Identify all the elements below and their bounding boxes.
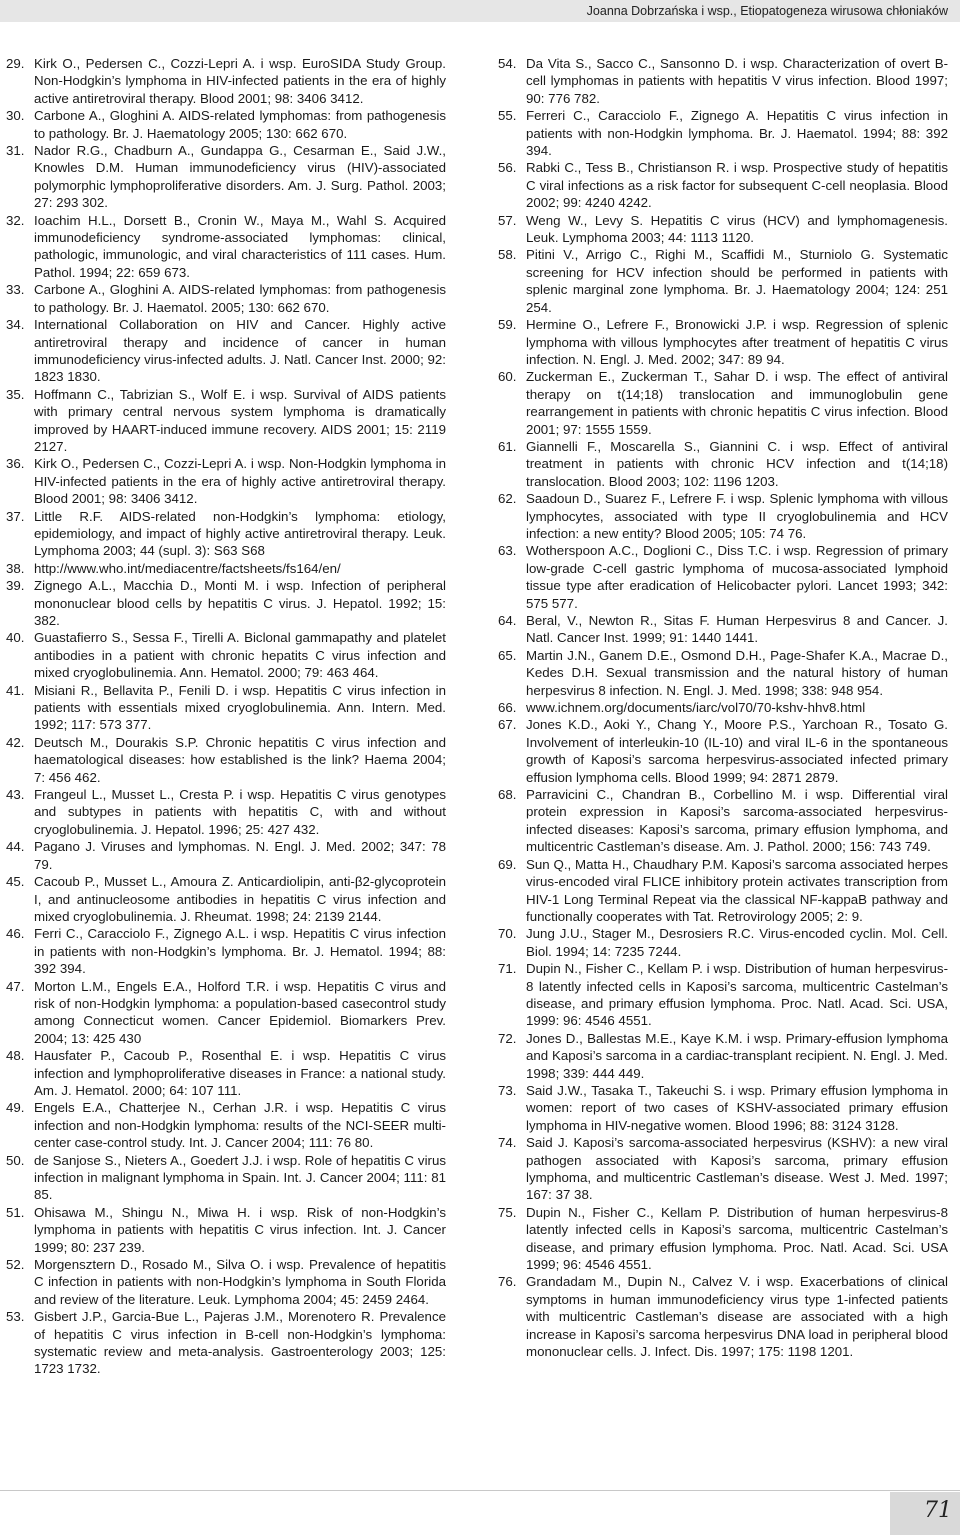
reference-number: 38. <box>6 560 25 576</box>
reference-text: Engels E.A., Chatterjee N., Cerhan J.R. i wsp. Hepatitis C virus infection and non-Hodgkin lymphoma: results of the NCI-SEER multi-center case-control study. Int. J. Cancer 2004; 111: 76 80. <box>34 1100 446 1151</box>
reference-item <box>6 734 446 786</box>
reference-number: 50. <box>6 1152 25 1168</box>
reference-item <box>498 438 948 490</box>
reference-text: Frangeul L., Musset L., Cresta P. i wsp. Hepatitis C virus genotypes and subtypes in patients with hepatitis C, with and without cryoglobulinemia. J. Hepatol. 1996; 25: 427 432. <box>34 787 446 837</box>
reference-text: International Collaboration on HIV and Cancer. Highly active antiretroviral therapy and incidence of cancer in human immunodeficiency virus-infected adults. J. Natl. Cancer Inst. 2000; 92: 1823 1830. <box>34 317 446 385</box>
reference-item <box>6 1047 446 1099</box>
reference-number: 54. <box>498 56 517 71</box>
reference-text: Zignego A.L., Macchia D., Monti M. i wsp. Infection of peripheral mononuclear blood cells by hepatitis C virus. J. Hepatol. 1992; 15: 382. <box>34 578 446 628</box>
reference-text: Zuckerman E., Zuckerman T., Sahar D. i wsp. The effect of antiviral therapy on t(14;18) translocation and immunoglobulin gene rearrangement in patients with chronic hepatitis C virus infection. Blood 2001; 97: 1555 1559. <box>526 369 948 437</box>
reference-text: Beral, V., Newton R., Sitas F. Human Herpesvirus 8 and Cancer. J. Natl. Cancer Inst. 1999; 91: 1440 1441. <box>526 613 948 646</box>
reference-text: Hoffmann C., Tabrizian S., Wolf E. i wsp. Survival of AIDS patients with primary central nervous system lymphoma is dramatically improved by HAART-induced immune recovery. AIDS 2001; 15: 2119 2127. <box>34 386 446 454</box>
reference-number: 49. <box>6 1100 25 1116</box>
reference-item <box>498 212 948 247</box>
reference-item <box>6 455 446 507</box>
reference-number: 75. <box>498 1204 517 1220</box>
reference-text: Jung J.U., Stager M., Desrosiers R.C. Virus-encoded cyclin. Mol. Cell. Biol. 1994; 14: 7235 7244. <box>526 926 948 959</box>
reference-item <box>498 786 948 856</box>
reference-number: 60. <box>498 369 517 385</box>
reference-text: Carbone A., Gloghini A. AIDS-related lymphomas: from pathogenesis to pathology. Br. J. Haematol. 2005; 130: 662 670. <box>34 282 446 315</box>
reference-item <box>6 629 446 681</box>
reference-text: www.ichnem.org/documents/iarc/vol70/70-kshv-hhv8.html <box>526 700 866 716</box>
page-number: 71 <box>924 1498 952 1523</box>
reference-item <box>6 316 446 386</box>
reference-text: Ferreri C., Caracciolo F., Zignego A. Hepatitis C virus infection in patients with non-Hodgkin lymphoma. Br. J. Haematol. 1994; 88: 392 394. <box>526 108 948 159</box>
reference-number: 74. <box>498 1135 517 1151</box>
reference-text: Deutsch M., Dourakis S.P. Chronic hepatitis C virus infection and haematological diseases: how established is the link? Haema 2004; 7: 456 462. <box>34 734 446 785</box>
reference-text: http://www.who.int/mediacentre/factsheets/fs164/en/ <box>34 560 341 576</box>
reference-number: 73. <box>498 1082 517 1098</box>
reference-item <box>6 142 446 212</box>
reference-number: 47. <box>6 978 25 994</box>
reference-item <box>498 699 948 716</box>
reference-number: 31. <box>6 143 25 159</box>
footer-divider <box>0 1490 960 1491</box>
reference-text: Carbone A., Gloghini A. AIDS-related lymphomas: from pathogenesis to pathology. Br. J. Haematology 2005; 130: 662 670. <box>34 108 446 141</box>
reference-text: Sun Q., Matta H., Chaudhary P.M. Kaposi’s sarcoma associated herpes virus-encoded viral FLICE inhibitory protein activates transcription from HIV-1 Long Terminal Repeat via the classical NF-kappaB pathway and functionally cooperates with Tat. Retrovirology 2005; 2: 9. <box>526 856 948 924</box>
reference-item <box>498 856 948 926</box>
reference-number: 66. <box>498 700 517 716</box>
reference-item <box>6 560 446 577</box>
reference-number: 69. <box>498 856 517 872</box>
reference-item <box>498 647 948 699</box>
reference-text: de Sanjose S., Nieters A., Goedert J.J. i wsp. Role of hepatitis C virus infection in malignant lymphoma in Spain. Int. J. Cancer 2004; 111: 81 85. <box>34 1152 446 1203</box>
reference-number: 67. <box>498 717 517 733</box>
reference-item <box>6 838 446 873</box>
reference-text: Wotherspoon A.C., Doglioni C., Diss T.C. i wsp. Regression of primary low-grade C-cell gastric lymphoma of mucosa-associated lymphoid tissue type after eradication of Helicobacter pylori. Lancet 1993; 342: 575 577. <box>526 543 948 611</box>
reference-number: 57. <box>498 212 517 228</box>
reference-item <box>498 716 948 786</box>
reference-item <box>498 925 948 960</box>
reference-list-right-column <box>498 55 948 1360</box>
reference-text: Hausfater P., Cacoub P., Rosenthal E. i wsp. Hepatitis C virus infection and lymphoproliferative diseases in France: a national study. Am. J. Hematol. 2000; 64: 107 111. <box>34 1048 446 1098</box>
reference-text: Dupin N., Fisher C., Kellam P. Distribution of human herpesvirus-8 latently infected cells in Kaposi’s sarcoma, multicentric Castelman’s disease, and primary effusion lymphoma. Proc. Natl. Acad. Sci. USA 1999; 96: 4546 4551. <box>526 1204 948 1273</box>
reference-item <box>498 960 948 1030</box>
reference-number: 35. <box>6 386 25 402</box>
reference-item <box>498 316 948 368</box>
running-header <box>0 0 960 22</box>
reference-number: 33. <box>6 282 25 298</box>
reference-item <box>498 107 948 159</box>
reference-number: 51. <box>6 1204 25 1220</box>
reference-number: 42. <box>6 734 25 750</box>
reference-item <box>6 55 446 107</box>
reference-text: Kirk O., Pedersen C., Cozzi-Lepri A. i wsp. Non-Hodgkin lymphoma in HIV-infected patients in the era of highly active antiretroviral therapy. Blood 2001; 98: 3406 3412. <box>34 456 446 507</box>
reference-text: Morgensztern D., Rosado M., Silva O. i wsp. Prevalence of hepatitis C infection in patients with non-Hodgkin’s lymphoma in South Florida and review of the literature. Leuk. Lymphoma 2004; 45: 2459 2464. <box>34 1257 446 1307</box>
reference-number: 71. <box>498 961 517 977</box>
reference-text: Gisbert J.P., Garcia-Bue L., Pajeras J.M., Morenotero R. Prevalence of hepatitis C virus infection in B-cell non-Hodgkin’s lymphoma: systematic review and meta-analysis. Gastroenterology 2003; 125: 1723 1732. <box>34 1309 446 1377</box>
reference-text: Hermine O., Lefrere F., Bronowicki J.P. i wsp. Regression of splenic lymphoma with villous lymphocytes after treatment of hepatitis C virus infection. N. Engl. J. Med. 2002; 347: 89 94. <box>526 317 948 367</box>
reference-number: 36. <box>6 456 25 472</box>
reference-item <box>6 577 446 629</box>
reference-number: 68. <box>498 787 517 803</box>
reference-item <box>6 925 446 977</box>
reference-item <box>6 508 446 560</box>
reference-number: 45. <box>6 874 25 890</box>
reference-number: 76. <box>498 1274 517 1290</box>
reference-text: Pagano J. Viruses and lymphomas. N. Engl. J. Med. 2002; 347: 78 79. <box>34 839 446 872</box>
reference-number: 32. <box>6 212 25 228</box>
reference-text: Cacoub P., Musset L., Amoura Z. Anticardiolipin, anti-β2-glycoprotein I, and antinucleosome antibodies in hepatitis C virus infection and mixed cryoglobulinemia. J. Rheumat. 1998; 24: 2139 2144. <box>34 874 446 924</box>
reference-item <box>6 682 446 734</box>
reference-text: Weng W., Levy S. Hepatitis C virus (HCV) and lymphomagenesis. Leuk. Lymphoma 2003; 44: 1113 1120. <box>526 212 948 246</box>
reference-item <box>6 1152 446 1204</box>
reference-text: Parravicini C., Chandran B., Corbellino M. i wsp. Differential viral protein expression in Kaposi’s sarcoma-associated herpesvirus-infected diseases: Kaposi’s sarcoma, primary effusion lymphoma, and multicentric Castleman’s disease. Am. J. Pathol. 2000; 156: 743 749. <box>526 787 948 855</box>
reference-item <box>498 1204 948 1274</box>
reference-item <box>498 490 948 542</box>
reference-number: 61. <box>498 438 517 454</box>
reference-text: Saadoun D., Suarez F., Lefrere F. i wsp. Splenic lymphoma with villous lymphocytes, associated with type II cryoglobulinemia and HCV infection: a new entity? Blood 2005; 105: 74 76. <box>526 491 948 541</box>
reference-text: Dupin N., Fisher C., Kellam P. i wsp. Distribution of human herpesvirus-8 latently infected cells in Kaposi’s sarcoma, multicentric Castelman’s disease, and primary effusion lymphoma. Proc. Natl. Acad. Sci. USA, 1999: 96: 4546 4551. <box>526 961 948 1029</box>
reference-number: 44. <box>6 839 25 855</box>
reference-text: Said J. Kaposi’s sarcoma-associated herpesvirus (KSHV): a new viral pathogen associated with Kaposi’s sarcoma, primary effusion lymphoma, and multicentric Castleman’s disease. West J. Med. 1997; 167: 37 38. <box>526 1135 948 1203</box>
reference-text: Guastafierro S., Sessa F., Tirelli A. Biclonal gammapathy and platelet antibodies in a patient with chronic hepatits C virus infection and mixed cryoglobulinemia. Ann. Hematol. 2000; 79: 463 464. <box>34 630 446 681</box>
reference-text: Grandadam M., Dupin N., Calvez V. i wsp. Exacerbations of clinical symptoms in human immunodeficiency virus type 1-infected patients with multicentric Castleman’s disease are associated with a high increase in Kaposi’s sarcoma herpesvirus DNA load in peripheral blood mononuclear cells. J. Infect. Dis. 1997; 175: 1198 1201. <box>526 1274 948 1360</box>
reference-number: 39. <box>6 578 25 594</box>
reference-item <box>6 281 446 316</box>
reference-number: 64. <box>498 613 517 628</box>
running-header-text: Joanna Dobrzańska i wsp., Etiopatogeneza wirusowa chłoniaków <box>586 4 948 18</box>
reference-number: 70. <box>498 926 517 942</box>
reference-text: Pitini V., Arrigo C., Righi M., Scaffidi M., Sturniolo G. Systematic screening for HCV infection should be performed in patients with splenic marginal zone lymphoma. Br. J. Haematology 2004; 124: 251 254. <box>526 247 948 315</box>
reference-number: 40. <box>6 630 25 646</box>
reference-text: Kirk O., Pedersen C., Cozzi-Lepri A. i wsp. EuroSIDA Study Group. Non-Hodgkin’s lymphoma in HIV-infected patients in the era of highly active antiretroviral therapy. Blood 2001; 98: 3406 3412. <box>34 56 446 106</box>
reference-number: 56. <box>498 160 517 176</box>
reference-number: 65. <box>498 647 517 663</box>
reference-item <box>6 1099 446 1151</box>
reference-number: 62. <box>498 491 517 507</box>
reference-number: 59. <box>498 317 517 333</box>
reference-text: Ferri C., Caracciolo F., Zignego A.L. i wsp. Hepatitis C virus infection in patients with non-Hodgkin’s lymphoma. Br. J. Hematol. 1994; 88: 392 394. <box>34 926 446 977</box>
reference-item <box>6 107 446 142</box>
reference-number: 37. <box>6 508 25 524</box>
reference-text: Giannelli F., Moscarella S., Giannini C. i wsp. Effect of antiviral treatment in patients with chronic HCV infection and t(14;18) translocation. Blood 2003; 102: 1196 1203. <box>526 438 948 489</box>
reference-number: 58. <box>498 247 517 263</box>
reference-text: Morton L.M., Engels E.A., Holford T.R. i wsp. Hepatitis C virus and risk of non-Hodgkin lymphoma: a population-based casecontrol study among Connecticut women. Cancer Epidemiol. Biomarkers Prev. 2004; 13: 425 430 <box>34 978 446 1046</box>
reference-number: 34. <box>6 317 25 333</box>
reference-item <box>498 612 948 647</box>
reference-item <box>6 786 446 838</box>
reference-item <box>498 368 948 438</box>
reference-item <box>498 542 948 612</box>
reference-item <box>6 1204 446 1256</box>
reference-item <box>6 1308 446 1378</box>
reference-number: 55. <box>498 108 517 124</box>
reference-item <box>498 1030 948 1082</box>
reference-text: Ohisawa M., Shingu N., Miwa H. i wsp. Risk of non-Hodgkin’s lymphoma in patients with hepatitis C virus infection. Int. J. Cancer 1999; 80: 237 239. <box>34 1204 446 1255</box>
reference-text: Jones D., Ballestas M.E., Kaye K.M. i wsp. Primary-effusion lymphoma and Kaposi’s sarcoma in a cardiac-transplant recipient. N. Engl. J. Med. 1998; 339: 444 449. <box>526 1030 948 1081</box>
reference-number: 53. <box>6 1309 25 1325</box>
reference-text: Martin J.N., Ganem D.E., Osmond D.H., Page-Shafer K.A., Macrae D., Kedes D.H. Sexual transmission and the natural history of human herpesvirus 8 infection. N. Engl. J. Med. 1998; 338: 948 954. <box>526 647 948 698</box>
reference-item <box>6 978 446 1048</box>
reference-item <box>498 1082 948 1134</box>
reference-item <box>498 1273 948 1360</box>
reference-item <box>6 1256 446 1308</box>
reference-text: Little R.F. AIDS-related non-Hodgkin’s lymphoma: etiology, epidemiology, and impact of highly active antiretroviral therapy. Leuk. Lymphoma 2003; 44 (supl. 3): S63 S68 <box>34 508 446 559</box>
reference-number: 48. <box>6 1048 25 1064</box>
reference-number: 72. <box>498 1030 517 1046</box>
reference-item <box>498 55 948 107</box>
reference-item <box>498 246 948 316</box>
reference-text: Misiani R., Bellavita P., Fenili D. i wsp. Hepatitis C virus infection in patients with essentials mixed cryoglobulinemia. Ann. Intern. Med. 1992; 117: 573 377. <box>34 682 446 733</box>
reference-text: Da Vita S., Sacco C., Sansonno D. i wsp. Characterization of overt B-cell lymphomas in patients with hepatitis V virus infection. Blood 1997; 90: 776 782. <box>526 56 948 106</box>
reference-number: 43. <box>6 787 25 803</box>
page-number-box <box>890 1492 960 1535</box>
reference-text: Said J.W., Tasaka T., Takeuchi S. i wsp. Primary effusion lymphoma in women: report of two cases of KSHV-associated primary effusion lymphoma in HIV-negative women. Blood 1996; 88: 3124 3128. <box>526 1082 948 1133</box>
reference-number: 41. <box>6 682 25 698</box>
reference-number: 46. <box>6 926 25 942</box>
reference-item <box>6 873 446 925</box>
reference-text: Ioachim H.L., Dorsett B., Cronin W., Maya M., Wahl S. Acquired immunodeficiency syndrome-associated lymphomas: clinical, pathologic, immunologic, and viral characteristics of 111 cases. Hum. Pathol. 1994; 22: 659 673. <box>34 212 446 280</box>
reference-text: Rabki C., Tess B., Christianson R. i wsp. Prospective study of hepatitis C viral infections as a risk factor for subsequent C-cell neoplasia. Blood 2002; 99: 4240 4242. <box>526 160 948 211</box>
reference-list-left-column <box>6 55 446 1378</box>
reference-text: Nador R.G., Chadburn A., Gundappa G., Cesarman E., Said J.W., Knowles D.M. Human immunodeficiency virus (HIV)-associated polymorphic lymphoproliferative disorders. Am. J. Surg. Pathol. 2003; 27: 293 302. <box>34 143 446 211</box>
reference-item <box>498 1134 948 1204</box>
reference-item <box>6 212 446 282</box>
reference-item <box>6 386 446 456</box>
reference-text: Jones K.D., Aoki Y., Chang Y., Moore P.S., Yarchoan R., Tosato G. Involvement of interleukin-10 (IL-10) and viral IL-6 in the spontaneous growth of Kaposi’s sarcoma herpesvirus-associated infected primary effusion lymphoma cells. Blood 1999; 94: 2871 2879. <box>526 717 948 785</box>
reference-number: 30. <box>6 108 25 124</box>
reference-number: 63. <box>498 543 517 559</box>
reference-number: 52. <box>6 1257 25 1273</box>
reference-number: 29. <box>6 56 25 71</box>
reference-item <box>498 159 948 211</box>
